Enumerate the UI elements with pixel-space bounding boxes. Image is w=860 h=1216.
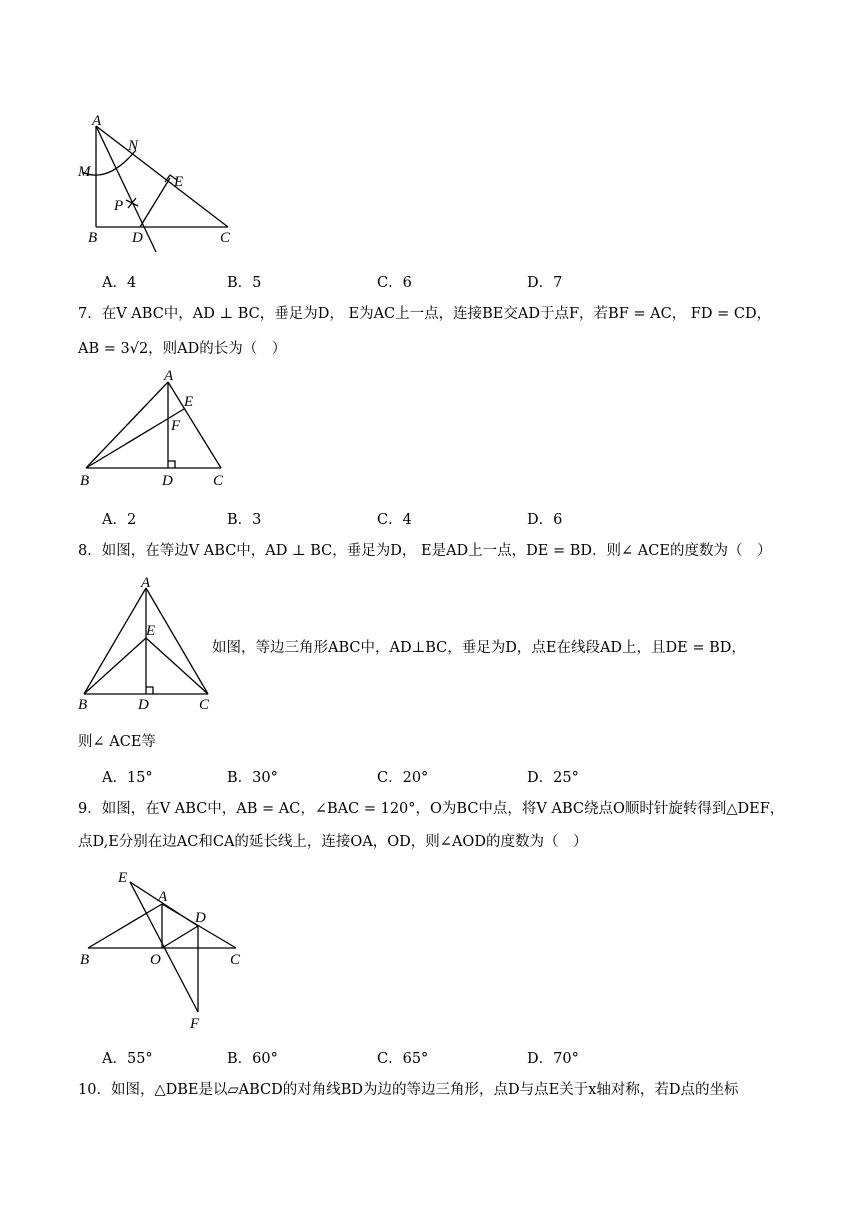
q6-figure	[70, 112, 250, 262]
q9-choice-b[interactable]: B．60°	[227, 1051, 278, 1067]
q9-choice-a[interactable]: A．55°	[102, 1051, 153, 1067]
q7-choice-c[interactable]: C．4	[377, 512, 412, 528]
q9-label-o: O	[150, 952, 161, 968]
q8-choice-b[interactable]: B．30°	[227, 770, 278, 786]
q10-stem-line1: 10．如图，△DBE是以▱ABCD的对角线BD为边的等边三角形，点D与点E关于x轴对称，若D点的坐标	[78, 1082, 739, 1098]
q9-label-f: F	[190, 1016, 200, 1032]
q7-label-d: D	[162, 473, 173, 489]
q9-choice-c[interactable]: C．65°	[377, 1051, 429, 1067]
q9-label-e: E	[118, 870, 128, 886]
q9-label-b: B	[80, 952, 90, 968]
q7-label-a: A	[164, 368, 174, 384]
q7-label-b: B	[80, 473, 90, 489]
q6-choice-a[interactable]: A．4	[102, 275, 137, 291]
q7-choice-a[interactable]: A．2	[102, 512, 137, 528]
q8-stem-line1: 8．如图，在等边V ABC中，AD ⊥ BC，垂足为D， E是AD上一点，DE = BD．则∠ ACE的度数为（ ）	[78, 543, 772, 559]
q8-label-d: D	[138, 697, 149, 713]
q8-aside-text: 如图，等边三角形ABC中，AD⊥BC，垂足为D，点E在线段AD上，且DE = BD，	[212, 640, 746, 656]
q9-label-c: C	[230, 952, 241, 968]
q9-label-a: A	[158, 889, 168, 905]
q6-label-d: D	[132, 230, 143, 246]
q8-label-c: C	[199, 697, 210, 713]
q6-label-m: M	[78, 164, 91, 180]
q7-stem-line2: AB = 3√2，则AD的长为（ ）	[78, 341, 287, 357]
q9-stem-line2: 点D,E分别在边AC和CA的延长线上，连接OA，OD，则∠AOD的度数为（ ）	[78, 834, 588, 850]
q6-label-c: C	[220, 230, 231, 246]
q7-stem-line1: 7．在V ABC中，AD ⊥ BC，垂足为D， E为AC上一点，连接BE交AD于点F，若BF = AC， FD = CD，	[78, 306, 772, 322]
q9-stem-line1: 9．如图，在V ABC中，AB = AC，∠BAC = 120°，O为BC中点，将V ABC绕点O顺时针旋转得到△DEF，	[78, 801, 785, 817]
q8-figure	[70, 574, 220, 716]
q8-label-b: B	[78, 697, 88, 713]
q8-choice-a[interactable]: A．15°	[102, 770, 153, 786]
q6-choice-d[interactable]: D．7	[527, 275, 563, 291]
q6-label-e: E	[174, 174, 184, 190]
q9-label-d: D	[195, 910, 206, 926]
q7-label-f: F	[171, 418, 181, 434]
q9-choice-d[interactable]: D．70°	[527, 1051, 579, 1067]
q6-choice-b[interactable]: B．5	[227, 275, 262, 291]
q7-label-e: E	[184, 394, 194, 410]
q6-label-b: B	[88, 230, 98, 246]
q6-label-p: P	[114, 198, 124, 214]
q6-label-n: N	[128, 138, 139, 154]
q8-label-a: A	[141, 575, 151, 591]
q7-figure	[72, 368, 242, 492]
q8-choice-d[interactable]: D．25°	[527, 770, 579, 786]
q7-choice-b[interactable]: B．3	[227, 512, 262, 528]
q8-choice-c[interactable]: C．20°	[377, 770, 429, 786]
q6-label-a: A	[92, 113, 102, 129]
q7-label-c: C	[213, 473, 224, 489]
q6-choice-c[interactable]: C．6	[377, 275, 412, 291]
q8-label-e: E	[146, 623, 156, 639]
q8-continuation: 则∠ ACE等	[78, 734, 156, 750]
q7-choice-d[interactable]: D．6	[527, 512, 563, 528]
q9-figure	[70, 864, 250, 1034]
